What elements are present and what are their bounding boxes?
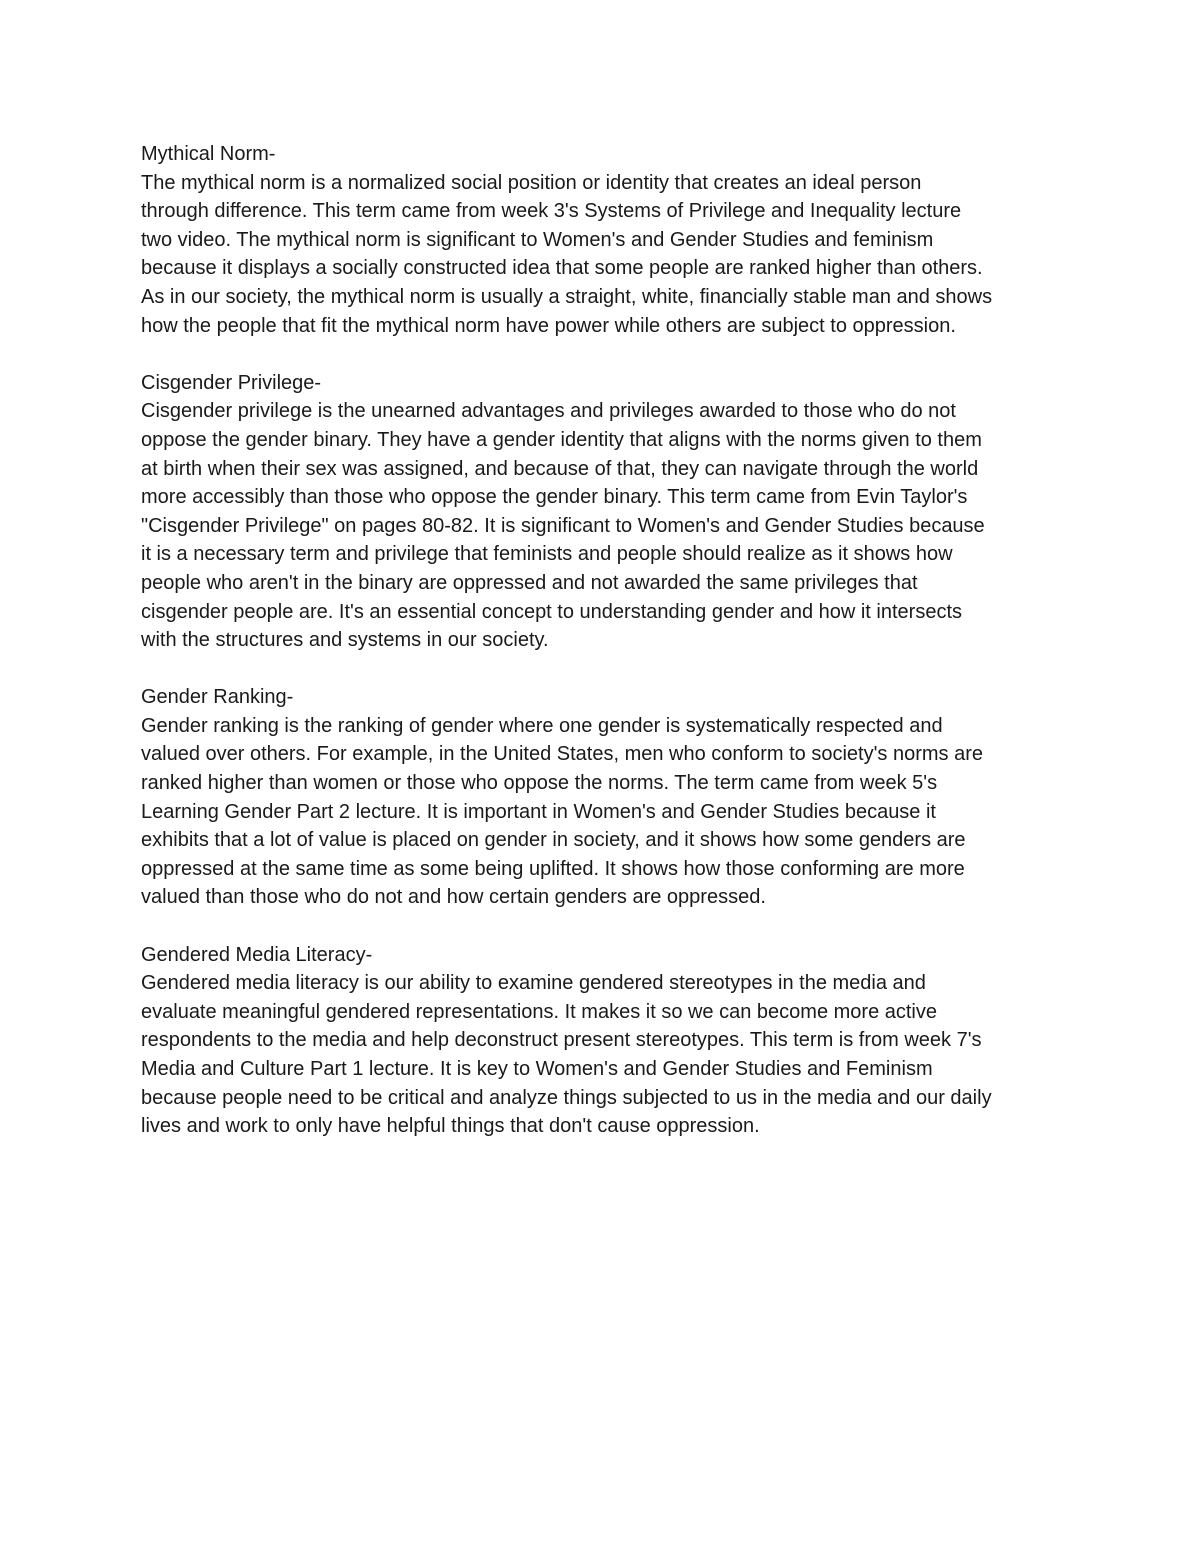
body-line: lives and work to only have helpful things that don't cause oppression. (141, 1115, 760, 1138)
body-line: Cisgender privilege is the unearned advantages and privileges awarded to those who do not (141, 400, 956, 423)
body-line: Learning Gender Part 2 lecture. It is important in Women's and Gender Studies because it (141, 800, 936, 823)
document-page (141, 140, 1071, 1169)
body-line: oppose the gender binary. They have a gender identity that aligns with the norms given to them (141, 428, 982, 451)
section-heading: Gender Ranking- (141, 686, 294, 709)
section-gendered-media-literacy (141, 941, 1071, 1141)
body-line: at birth when their sex was assigned, and because of that, they can navigate through the world (141, 457, 979, 480)
section-cisgender-privilege (141, 369, 1071, 655)
body-line: Gendered media literacy is our ability to examine gendered stereotypes in the media and (141, 972, 926, 995)
body-line: valued than those who do not and how certain genders are oppressed. (141, 886, 766, 909)
body-line: exhibits that a lot of value is placed on gender in society, and it shows how some genders are (141, 829, 966, 852)
body-line: Media and Culture Part 1 lecture. It is key to Women's and Gender Studies and Feminism (141, 1058, 933, 1080)
body-line: Gender ranking is the ranking of gender where one gender is systematically respected and (141, 714, 943, 737)
body-line: because people need to be critical and analyze things subjected to us in the media and our daily (141, 1086, 992, 1109)
body-line: how the people that fit the mythical norm have power while others are subject to oppression. (141, 314, 956, 337)
body-line: it is a necessary term and privilege that feminists and people should realize as it shows how (141, 543, 953, 566)
body-line: cisgender people are. It's an essential concept to understanding gender and how it intersects (141, 600, 963, 623)
body-line: more accessibly than those who oppose the gender binary. This term came from Evin Taylor's (141, 486, 968, 509)
body-line: two video. The mythical norm is significant to Women's and Gender Studies and feminism (141, 228, 934, 251)
section-heading: Gendered Media Literacy- (141, 943, 373, 966)
body-line: As in our society, the mythical norm is usually a straight, white, financially stable man and shows (141, 285, 993, 308)
body-line: "Cisgender Privilege" on pages 80-82. It is significant to Women's and Gender Studies because (141, 514, 985, 537)
body-line: people who aren't in the binary are oppressed and not awarded the same privileges that (141, 571, 918, 594)
section-mythical-norm (141, 140, 1071, 340)
body-line: The mythical norm is a normalized social position or identity that creates an ideal person (141, 171, 922, 194)
section-heading: Cisgender Privilege- (141, 371, 322, 394)
body-line: evaluate meaningful gendered representations. It makes it so we can become more active (141, 1000, 937, 1023)
body-line: respondents to the media and help deconstruct present stereotypes. This term is from week 7's (141, 1029, 982, 1052)
body-line: oppressed at the same time as some being uplifted. It shows how those conforming are more (141, 857, 965, 880)
body-line: ranked higher than women or those who oppose the norms. The term came from week 5's (141, 772, 938, 795)
section-gender-ranking (141, 683, 1071, 912)
section-heading: Mythical Norm- (141, 143, 276, 165)
body-line: with the structures and systems in our society. (141, 629, 549, 652)
body-line: because it displays a socially constructed idea that some people are ranked higher than others. (141, 257, 983, 280)
body-line: through difference. This term came from week 3's Systems of Privilege and Inequality lecture (141, 200, 962, 223)
body-line: valued over others. For example, in the United States, men who conform to society's norms are (141, 743, 983, 766)
